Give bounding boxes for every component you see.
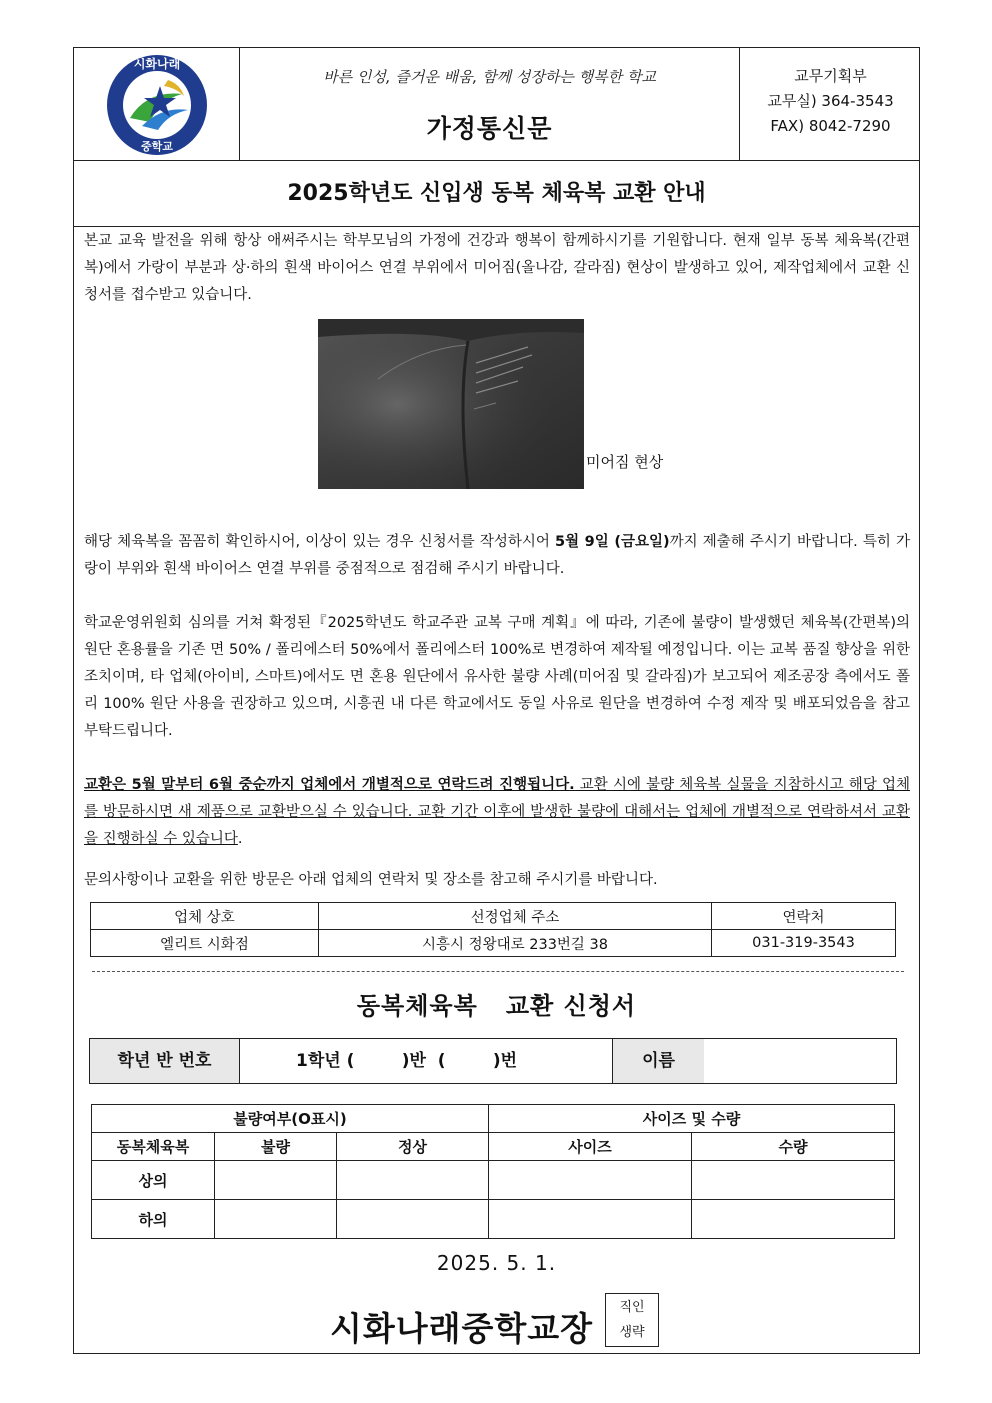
bottom-normal-cell[interactable]	[337, 1200, 489, 1239]
table-row	[92, 1161, 895, 1200]
col-size: 사이즈	[489, 1133, 692, 1161]
col-qty: 수량	[692, 1133, 895, 1161]
grade-class-number-field[interactable]: 1학년 ( )반 ( )번	[296, 1051, 518, 1071]
form-group-row	[92, 1105, 895, 1133]
page-title: 2025학년도 신입생 동복 체육복 교환 안내	[74, 161, 919, 227]
deadline-paragraph	[84, 529, 910, 583]
bottom-defect-cell[interactable]	[215, 1200, 337, 1239]
seal-line1: 직인	[619, 1300, 645, 1315]
vendor-name: 엘리트 시화점	[91, 930, 319, 957]
principal-title: 시화나래중학교장	[330, 1309, 594, 1348]
exchange-details: 교환 시에 불량 체육복 실물을 지참하시고 해당 업체를 방문하시면 새 제품으로 교환받으실 수 있습니다. 교환 기간 이후에 발생한 불량에 대해서는 업체에 개별적으로 연락하셔서 교환을 진행하실 수 있습니다	[84, 777, 910, 847]
exchange-end: .	[237, 831, 243, 847]
top-normal-cell[interactable]	[337, 1161, 489, 1200]
table-header-row	[91, 903, 896, 930]
school-logo	[102, 50, 212, 160]
table-row	[92, 1200, 895, 1239]
defect-group-header: 불량여부(O표시)	[92, 1105, 489, 1133]
top-size-cell[interactable]	[489, 1161, 692, 1200]
newsletter-frame	[73, 47, 920, 1354]
col-item: 동복체육복	[92, 1133, 215, 1161]
row-bottom-label: 하의	[92, 1200, 215, 1239]
deadline-text-a: 해당 체육복을 꼼꼼히 확인하시어, 이상이 있는 경우 신청서를 작성하시어	[84, 534, 555, 550]
form-column-row	[92, 1133, 895, 1161]
header	[74, 48, 919, 161]
bottom-size-cell[interactable]	[489, 1200, 692, 1239]
bottom-qty-cell[interactable]	[692, 1200, 895, 1239]
seal-box	[605, 1293, 659, 1347]
deadline-text-b: 까지 제출해 주시기 바랍니다. 특히 가랑이 부위와 흰색 바이어스 연결 부위를 중점적으로 점검해 주시기 바랍니다.	[84, 534, 910, 577]
vendor-table	[90, 902, 896, 957]
form-title: 동복체육복 교환 신청서	[356, 992, 637, 1020]
header-middle	[240, 48, 740, 161]
grade-class-number-label: 학년 반 번호	[90, 1039, 240, 1083]
col-normal: 정상	[337, 1133, 489, 1161]
newsletter-title: 가정통신문	[426, 114, 553, 143]
issue-date: 2025. 5. 1.	[436, 1251, 557, 1275]
row-top-label: 상의	[92, 1161, 215, 1200]
logo-cell	[74, 48, 240, 161]
photo-block	[84, 315, 910, 515]
vendor-address: 시흥시 정왕대로 233번길 38	[319, 930, 712, 957]
header-address: 선정업체 주소	[319, 903, 712, 930]
fabric-change-paragraph: 학교운영위원회 심의를 거쳐 확정된『2025학년도 학교주관 교복 구매 계획』에 따라, 기존에 불량이 발생했던 체육복(간편복)의 원단 혼용률을 기존 면 50% / 폴리에스터 50%에서 폴리에스터 100%로 변경하여 제작될 예정입니다. 이는 교복 품질 향상을 위한 조치이며, 타 업체(아이비, 스마트)에서도 면 혼용 원단에서 유사한 불량 사례(미어짐 및 갈라짐)가 보고되어 제조공장 측에서도 폴리 100% 원단 사용을 권장하고 있으며, 시흥권 내 다른 학교에서도 동일 사유로 원단을 변경하여 수정 제작 및 배포되었음을 참고 부탁드립니다.	[84, 615, 910, 739]
table-row	[91, 930, 896, 957]
logo-text-bottom: 중학교	[141, 140, 173, 153]
school-motto: 바른 인성, 즐거운 배움, 함께 성장하는 행복한 학교	[323, 68, 656, 86]
office-fax: FAX) 8042-7290	[770, 117, 891, 135]
size-group-header: 사이즈 및 수량	[489, 1105, 895, 1133]
deadline-date: 5월 9일 (금요일)	[555, 534, 670, 550]
exchange-form-table	[91, 1104, 895, 1239]
cut-line	[92, 971, 904, 972]
vendor-phone: 031-319-3543	[712, 930, 896, 957]
student-id-row	[89, 1038, 897, 1084]
intro-paragraph: 본교 교육 발전을 위해 항상 애써주시는 학부모님의 가정에 건강과 행복이 함께하시기를 기원합니다. 현재 일부 동복 체육복(간편복)에서 가랑이 부분과 상·하의 흰색 바이어스 연결 부위에서 미어짐(올나감, 갈라짐) 현상이 발생하고 있어, 제작업체에서 교환 신청서를 접수받고 있습니다.	[84, 233, 910, 303]
header-contact	[740, 48, 921, 161]
header-phone: 연락처	[712, 903, 896, 930]
defect-photo	[318, 319, 584, 489]
header-vendor: 업체 상호	[91, 903, 319, 930]
inquiry-paragraph: 문의사항이나 교환을 위한 방문은 아래 업체의 연락처 및 장소를 참고해 주시기를 바랍니다.	[84, 872, 658, 888]
exchange-period: 교환은 5월 말부터 6월 중순까지 업체에서 개별적으로 연락드려 진행됩니다.	[84, 777, 575, 793]
top-defect-cell[interactable]	[215, 1161, 337, 1200]
name-label: 이름	[612, 1039, 704, 1083]
seal-line2: 생략	[619, 1325, 645, 1340]
exchange-paragraph	[84, 772, 910, 853]
top-qty-cell[interactable]	[692, 1161, 895, 1200]
logo-text-top: 시화나래	[133, 57, 181, 71]
name-field[interactable]	[704, 1039, 896, 1083]
office-phone: 교무실) 364-3543	[767, 92, 894, 110]
col-defect: 불량	[215, 1133, 337, 1161]
dept-name: 교무기획부	[794, 67, 867, 85]
content	[84, 228, 910, 957]
photo-caption: 미어짐 현상	[586, 453, 664, 471]
